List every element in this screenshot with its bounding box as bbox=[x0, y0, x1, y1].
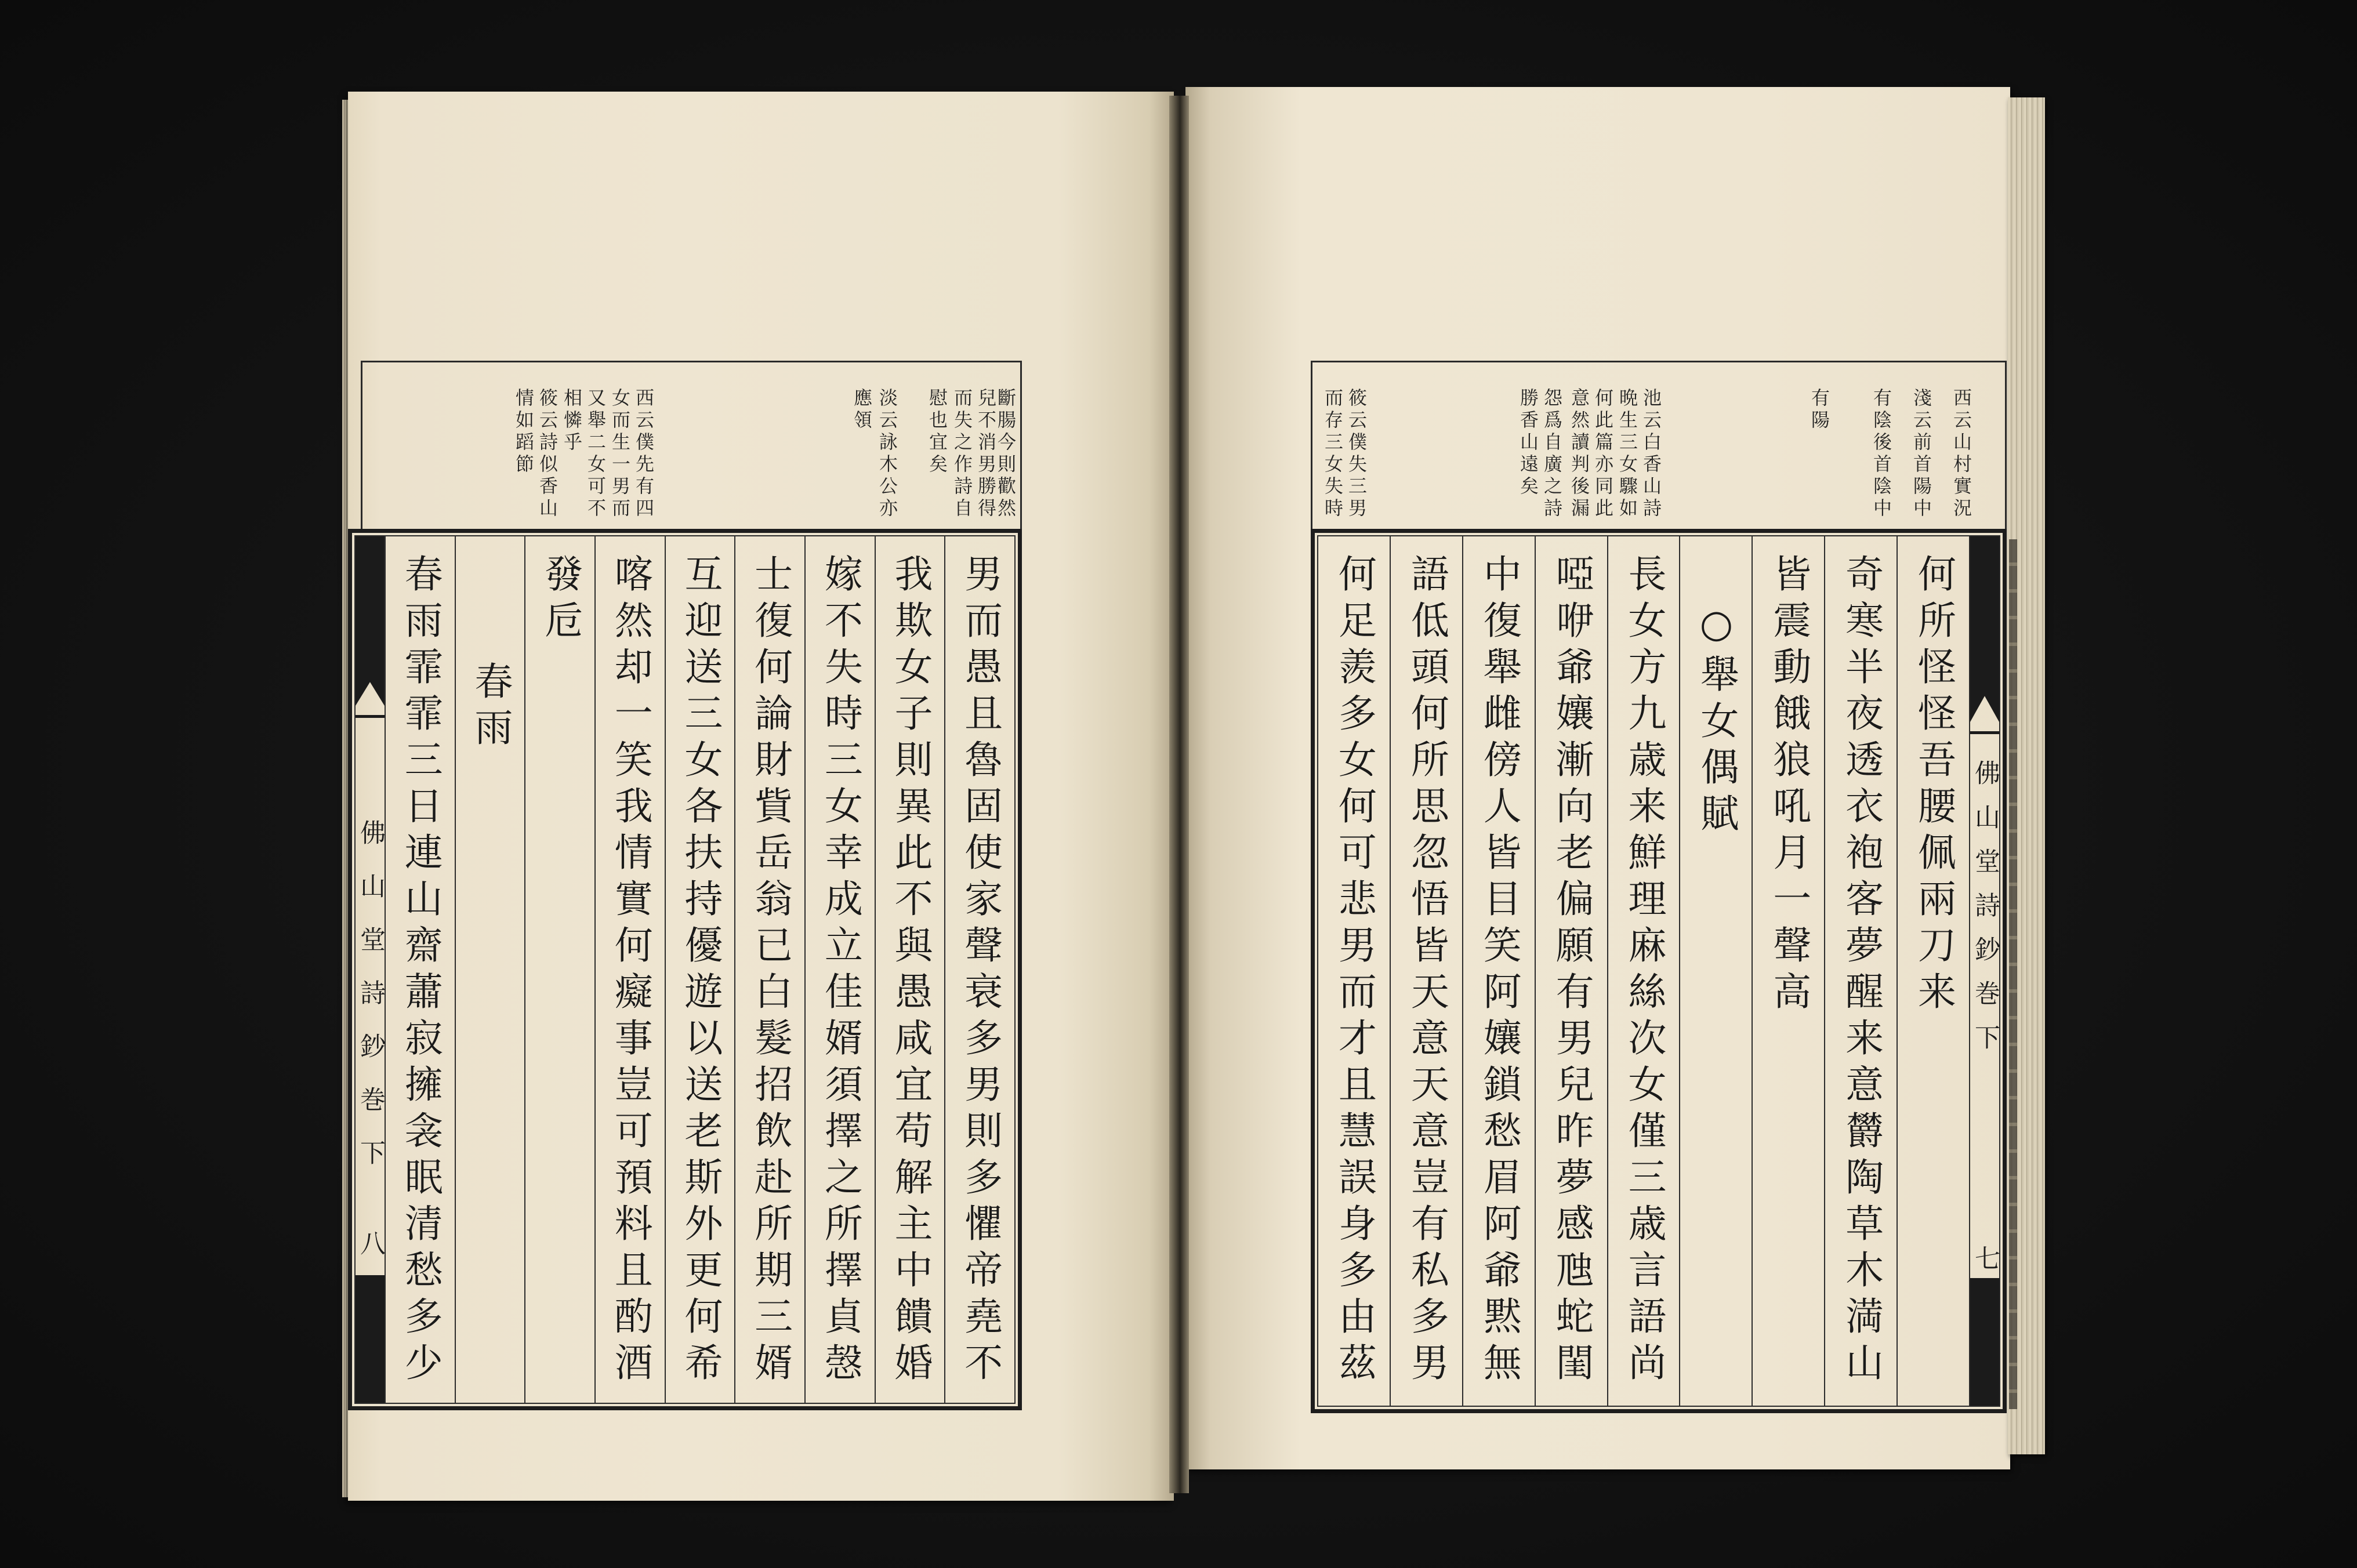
column-text: 春雨霏霏三日連山齋蕭寂擁衾眠清愁多少 bbox=[398, 554, 443, 1389]
fold-bottom-block bbox=[356, 1275, 385, 1403]
text-column bbox=[1390, 536, 1462, 1406]
column-text: 嫁不失時三女幸成立佳婿須擇之所擇貞愨 bbox=[818, 554, 863, 1389]
headnote-box bbox=[361, 361, 1022, 529]
column-text: 何足羨多女何可悲男而才且慧誤身多由茲 bbox=[1332, 554, 1377, 1389]
fishtail-rule bbox=[356, 715, 385, 718]
text-column bbox=[1462, 536, 1535, 1406]
fold-title bbox=[356, 819, 385, 1193]
column-text: 士復何論財貲岳翁已白髮招飲赴所期三婿 bbox=[748, 554, 793, 1389]
headnote-column: 兒不消男勝得 bbox=[975, 388, 997, 520]
text-column bbox=[1607, 536, 1680, 1406]
fold-margin bbox=[1969, 536, 1999, 1406]
text-frame bbox=[348, 529, 1022, 1410]
headnote-column: 筱云僕失三男 bbox=[1346, 388, 1368, 520]
column-text: 啞咿爺孃漸向老偏願有男兒昨夢感虺蛇閨 bbox=[1549, 554, 1594, 1389]
headnote-column: 意然讀判後漏 bbox=[1568, 388, 1590, 520]
headnote-column: 何此篇亦同此 bbox=[1592, 388, 1614, 520]
text-column bbox=[1752, 536, 1824, 1406]
text-column bbox=[1897, 536, 1969, 1406]
poem-title: ○舉女偶賦 bbox=[1694, 601, 1739, 840]
headnote-column: 情如蹈節 bbox=[513, 388, 535, 476]
fishtail-mark bbox=[1970, 536, 1999, 722]
fold-title-text: 佛山堂詩鈔巻下 bbox=[355, 819, 385, 1193]
column-text: 我欺女子則異此不與愚咸宜苟解主中饋婚 bbox=[887, 554, 933, 1389]
fishtail-mark bbox=[356, 536, 385, 706]
fold-title-text: 佛山堂詩鈔巻下 bbox=[1970, 760, 2000, 1068]
text-column bbox=[1318, 536, 1390, 1406]
headnote-column: 慰也宜矣 bbox=[926, 388, 948, 476]
text-column bbox=[1824, 536, 1897, 1406]
leaf-number-text: 七 bbox=[1970, 1245, 2000, 1271]
text-column bbox=[804, 536, 875, 1403]
headnote-column: 勝香山遠矣 bbox=[1517, 388, 1539, 498]
column-text: 何所怪怪吾腰佩兩刀来 bbox=[1911, 554, 1956, 1018]
poem-title: 春雨 bbox=[467, 661, 513, 754]
text-column bbox=[734, 536, 804, 1403]
column-text: 男而愚且魯固使家聲衰多男則多懼帝堯不 bbox=[958, 554, 1003, 1389]
text-column bbox=[875, 536, 945, 1403]
text-column bbox=[594, 536, 665, 1403]
fold-bottom-block bbox=[1970, 1278, 1999, 1406]
poem-title-column bbox=[1679, 536, 1752, 1406]
column-text: 喀然却一笑我情實何癡事豈可預料且酌酒 bbox=[608, 554, 653, 1389]
column-text: 奇寒半夜透衣袍客夢醒来意欝陶草木満山 bbox=[1839, 554, 1884, 1389]
left-page bbox=[348, 92, 1174, 1501]
poem-title-column bbox=[455, 536, 525, 1403]
headnote-column: 又舉二女可不 bbox=[585, 388, 607, 520]
headnote-column: 而失之作詩自 bbox=[951, 388, 973, 520]
text-column bbox=[944, 536, 1014, 1403]
column-text: 長女方九歳来鮮理麻絲次女僅三歳言語尚 bbox=[1621, 554, 1666, 1389]
leaf-number bbox=[1970, 1245, 1999, 1271]
column-text: 中復舉雌傍人皆目笑阿孃鎖愁眉阿爺黙無 bbox=[1477, 554, 1522, 1389]
headnote-column: 女而生一男而 bbox=[609, 388, 631, 520]
text-frame bbox=[1311, 529, 2007, 1413]
headnote-column: 怨爲自廣之詩 bbox=[1541, 388, 1563, 520]
headnote-column: 相憐乎 bbox=[561, 388, 583, 454]
text-column bbox=[665, 536, 735, 1403]
leaf-number-text: 八 bbox=[355, 1230, 385, 1255]
text-column bbox=[1535, 536, 1607, 1406]
text-column bbox=[524, 536, 594, 1403]
headnote-column: 筱云詩似香山 bbox=[536, 388, 559, 520]
leaf-number bbox=[356, 1230, 385, 1255]
right-page bbox=[1185, 87, 2010, 1469]
headnote-column: 應領 bbox=[851, 388, 873, 432]
fishtail-rule bbox=[1970, 731, 1999, 734]
headnote-column: 西云山村實況 bbox=[1950, 388, 1972, 520]
column-text: 發卮 bbox=[538, 554, 583, 647]
next-leaf-fold bbox=[2009, 539, 2017, 1409]
headnote-column: 有陽 bbox=[1808, 388, 1830, 432]
headnote-column: 有陰後首陰中 bbox=[1870, 388, 1892, 520]
fold-title bbox=[1970, 760, 1999, 1068]
text-column bbox=[385, 536, 455, 1403]
headnote-column: 淺云前首陽中 bbox=[1910, 388, 1932, 520]
headnote-column: 晩生三女驟如 bbox=[1616, 388, 1638, 520]
book-gutter bbox=[1169, 96, 1189, 1493]
headnote-box bbox=[1311, 361, 2007, 529]
headnote-column: 斷腸今則歡然 bbox=[995, 388, 1017, 520]
headnote-column: 淡云詠木公亦 bbox=[876, 388, 898, 520]
headnote-column: 西云僕先有四 bbox=[633, 388, 655, 520]
headnote-column: 而存三女失時 bbox=[1322, 388, 1344, 520]
column-text: 皆震動餓狼吼月一聲高 bbox=[1766, 554, 1811, 1018]
headnote-column: 池云白香山詩 bbox=[1640, 388, 1662, 520]
column-text: 語低頭何所思忽悟皆天意天意豈有私多男 bbox=[1404, 554, 1449, 1389]
column-text: 互迎送三女各扶持優遊以送老斯外更何希 bbox=[677, 554, 723, 1389]
fold-margin bbox=[356, 536, 385, 1403]
